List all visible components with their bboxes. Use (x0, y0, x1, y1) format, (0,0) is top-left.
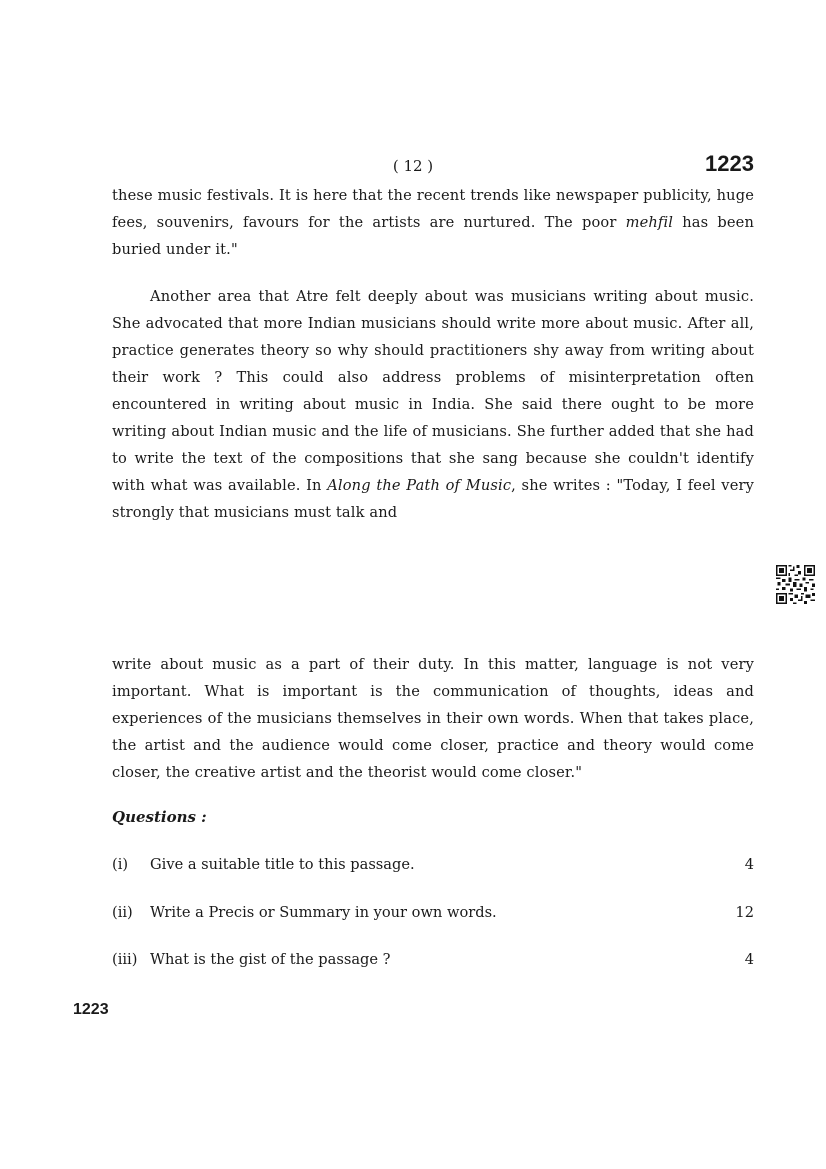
question-row-2 (112, 904, 754, 928)
passage-paragraph-1 (112, 182, 754, 263)
question-number: (ii) (112, 904, 133, 921)
page-number: ( 12 ) (392, 157, 434, 175)
question-marks: 12 (735, 904, 754, 921)
paper-code-header: 1223 (705, 151, 754, 176)
question-row-3 (112, 951, 754, 975)
book-title-italic: Along the Path of Music (327, 477, 512, 494)
questions-heading: Questions : (112, 808, 207, 826)
passage-p1-text-b: has been buried under it." (112, 214, 754, 258)
question-number: (iii) (112, 951, 138, 968)
passage-p2-text-a: Another area that Atre felt deeply about was musicians writing about music. She advocated that more Indian musicians should write more about music. After all, practice generates theory so why should practitioners shy away from writing about their work ? This could also address problems of misinterpretation often encountered in writing about music in India. She said there ought to be more writing about Indian music and the life of musicians. She further added that she had to write the text of the compositions that she sang because she couldn't identify with what was available. In (112, 288, 754, 494)
paper-code-footer: 1223 (73, 1001, 109, 1018)
question-text: Write a Precis or Summary in your own words. (150, 904, 497, 921)
passage-paragraph-3: write about music as a part of their duty. In this matter, language is not very important. What is important is the communication of thoughts, ideas and experiences of the musicians themselves in their own words. When that takes place, the artist and the audience would come closer, practice and theory would come closer, the creative artist and the theorist would come closer." (112, 656, 754, 781)
question-text: Give a suitable title to this passage. (150, 856, 415, 873)
question-marks: 4 (744, 856, 754, 873)
question-number: (i) (112, 856, 129, 873)
question-marks: 4 (744, 951, 754, 968)
passage-p1-text-a: these music festivals. It is here that the recent trends like newspaper publicity, huge fees, souvenirs, favours for the artists are nurtured. The poor (112, 187, 754, 231)
qr-code-icon (776, 565, 815, 604)
passage-paragraph-2 (112, 283, 754, 526)
question-row-1 (112, 856, 754, 880)
passage-p1-italic: mehfil (625, 214, 674, 231)
question-text: What is the gist of the passage ? (150, 951, 391, 968)
passage-p2-text-b: , she writes : "Today, I feel very strongly that musicians must talk and (112, 477, 754, 521)
